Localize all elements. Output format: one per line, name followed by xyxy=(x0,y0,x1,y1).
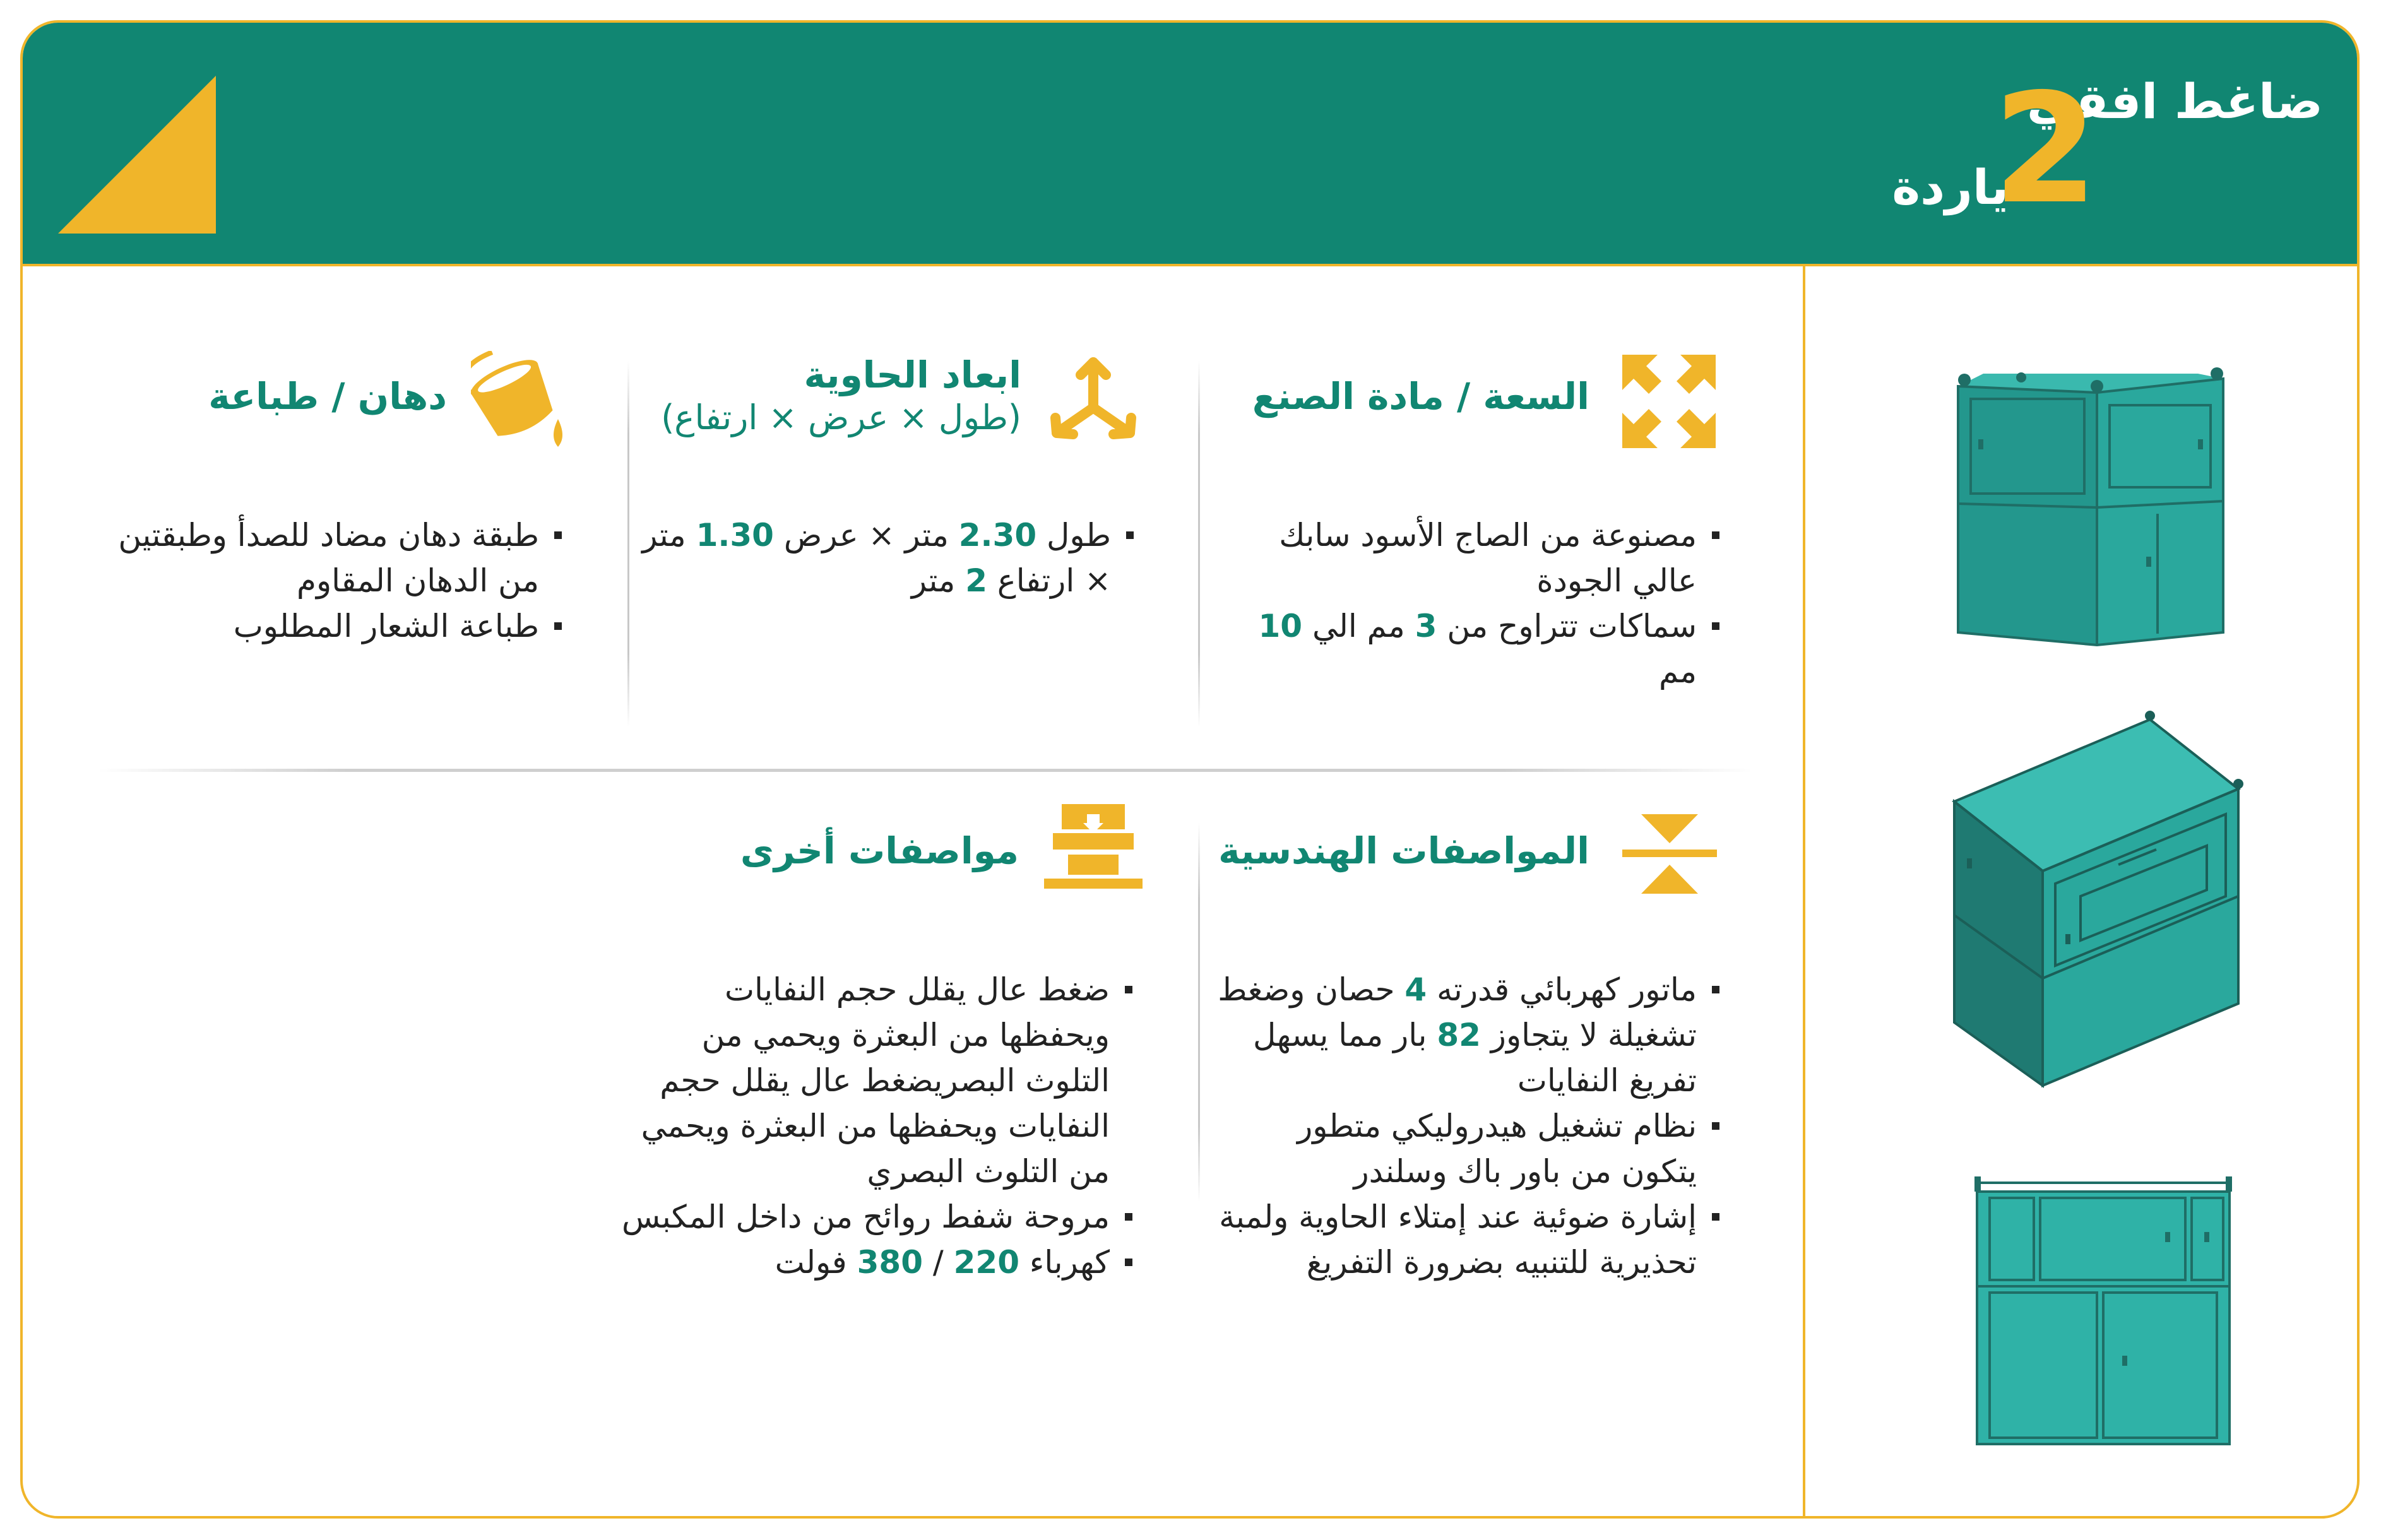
list-item: ماتور كهربائي قدرته 4 حصان وضغط تشغيلة لا يتجاوز 82 بار مما يسهل تفريغ النفايات xyxy=(1214,967,1719,1103)
dimensions-subtitle: (طول × عرض × ارتفاع) xyxy=(661,398,1021,437)
capacity-list xyxy=(1240,512,1719,694)
list-item: طبقة دهان مضاد للصدأ وطبقتين من الدهان المقاوم xyxy=(82,512,562,603)
product-column-divider xyxy=(1803,266,1805,1519)
other-list xyxy=(615,967,1132,1285)
engineering-title: المواصفات الهندسية xyxy=(1218,829,1589,872)
size-unit: ياردة xyxy=(1892,159,2009,215)
compactor-perspective-view xyxy=(1945,361,2236,651)
compress-icon xyxy=(1622,807,1717,901)
list-item: إشارة ضوئية عند إمتلاء الحاوية ولمبة تحذيرية للتنبيه بضرورة التفريغ xyxy=(1214,1194,1719,1285)
compactor-isometric-view xyxy=(1942,707,2245,1111)
expand-arrows-icon xyxy=(1622,355,1716,448)
column-divider xyxy=(1198,361,1200,727)
list-item: طباعة الشعار المطلوب xyxy=(82,603,562,649)
list-item: ضغط عال يقلل حجم النفايات ويحفظها من البعثرة ويحمي من التلوث البصريضغط عال يقلل حجم النفايات ويحفظها من البعثرة ويحمي من التلوث البصري xyxy=(615,967,1132,1194)
row-divider xyxy=(98,769,1752,772)
list-item: مروحة شفط روائح من داخل المكبس xyxy=(615,1194,1132,1240)
capacity-title: السعة / مادة الصنع xyxy=(1252,375,1589,418)
spec-card xyxy=(20,20,2360,1519)
column-divider xyxy=(627,361,629,727)
dimensions-title: ابعاد الحاوية xyxy=(804,353,1021,396)
three-arrows-icon xyxy=(1045,352,1141,448)
size-number: 2 xyxy=(1993,61,2098,237)
list-item: طول 2.30 متر × عرض 1.30 متر × ارتفاع 2 متر xyxy=(641,512,1134,603)
list-item: مصنوعة من الصاج الأسود سابك عالي الجودة xyxy=(1240,512,1719,603)
list-item: سماكات تتراوح من 3 مم الي 10 مم xyxy=(1240,603,1719,694)
list-item: نظام تشغيل هيدروليكي متطور يتكون من باور باك وسلندر xyxy=(1214,1103,1719,1194)
paint-title: دهان / طباعة xyxy=(208,375,447,418)
paint-list xyxy=(82,512,562,649)
dimensions-list xyxy=(641,512,1134,603)
list-item: كهرباء 220 / 380 فولت xyxy=(615,1240,1132,1285)
press-icon xyxy=(1044,804,1143,905)
page-title: ضاغط افقي xyxy=(2026,73,2323,129)
corner-triangle-icon xyxy=(58,76,216,234)
other-title: مواصفات أخرى xyxy=(740,829,1019,872)
header-banner xyxy=(23,23,2357,266)
column-divider xyxy=(1198,823,1200,1202)
compactor-front-view xyxy=(1971,1166,2236,1450)
paint-bucket-icon xyxy=(471,351,572,465)
engineering-list xyxy=(1214,967,1719,1285)
